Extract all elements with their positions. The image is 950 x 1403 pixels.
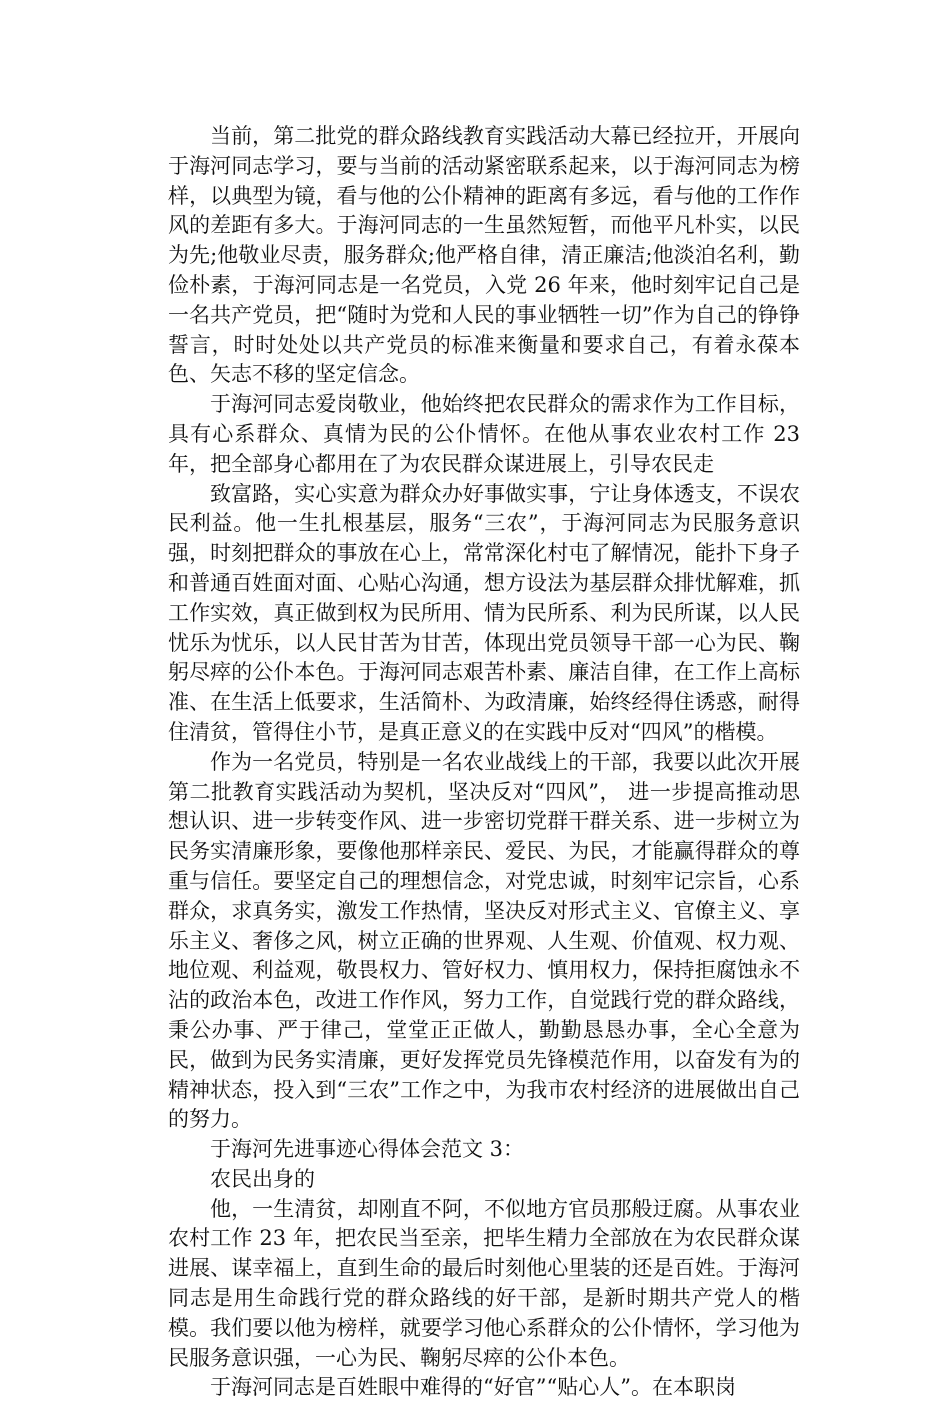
paragraph-2: 于海河同志爱岗敬业，他始终把农民群众的需求作为工作目标，具有心系群众、真情为民的公仆情怀。在他从事农业农村工作 23 年，把全部身心都用在了为农民群众谋进展上，引导农民走 (168, 392, 800, 476)
document-body (168, 122, 800, 1403)
paragraph-4: 作为一名党员，特别是一名农业战线上的干部，我要以此次开展第二批教育实践活动为契机，坚决反对“四风”， 进一步提高推动思想认识、进一步转变作风、进一步密切党群干群关系、进一步树立为民务实清廉形象，要像他那样亲民、爱民、为民，才能赢得群众的尊重与信任。要坚定自己的理想信念，对党忠诚，时刻牢记宗旨，心系群众，求真务实，激发工作热情，坚决反对形式主义、官僚主义、享乐主义、奢侈之风，树立正确的世界观、人生观、价值观、权力观、地位观、利益观，敬畏权力、管好权力、慎用权力，保持拒腐蚀永不沾的政治本色，改进工作作风，努力工作，自觉践行党的群众路线，秉公办事、严于律己，堂堂正正做人，勤勤恳恳办事，全心全意为民，做到为民务实清廉，更好发挥党员先锋模范作用，以奋发有为的精神状态，投入到“三农”工作之中，为我市农村经济的进展做出自己的努力。 (168, 749, 800, 1132)
paragraph-7: 于海河同志是百姓眼中难得的“好官”“贴心人”。在本职岗 (210, 1375, 736, 1400)
paragraph-3: 致富路，实心实意为群众办好事做实事，宁让身体透支，不误农民利益。他一生扎根基层，服务“三农”，于海河同志为民服务意识强，时刻把群众的事放在心上，常常深化村屯了解情况，能扑下身子和普通百姓面对面、心贴心沟通，想方设法为基层群众排忧解难，抓工作实效，真正做到权为民所用、情为民所系、利为民所谋，以人民忧乐为忧乐，以人民甘苦为甘苦，体现出党员领导干部一心为民、鞠躬尽瘁的公仆本色。于海河同志艰苦朴素、廉洁自律，在工作上高标准、在生活上低要求，生活简朴、为政清廉，始终经得住诱惑，耐得住清贫，管得住小节，是真正意义的在实践中反对“四风”的楷模。 (168, 481, 800, 744)
paragraph-5: 农民出身的 (210, 1166, 315, 1191)
paragraph-1: 当前，第二批党的群众路线教育实践活动大幕已经拉开，开展向于海河同志学习，要与当前的活动紧密联系起来，以于海河同志为榜样，以典型为镜，看与他的公仆精神的距离有多远，看与他的工作作风的差距有多大。于海河同志的一生虽然短暂，而他平凡朴实，以民为先;他敬业尽责，服务群众;他严格自律，清正廉洁;他淡泊名利，勤俭朴素，于海河同志是一名党员，入党 26 年来，他时刻牢记自己是一名共产党员，把“随时为党和人民的事业牺牲一切”作为自己的铮铮誓言，时时处处以共产党员的标准来衡量和要求自己，有着永葆本色、矢志不移的坚定信念。 (168, 124, 800, 387)
section-heading: 于海河先进事迹心得体会范文 3： (210, 1137, 525, 1162)
paragraph-6: 他，一生清贫，却刚直不阿，不似地方官员那般迂腐。从事农业农村工作 23 年，把农民当至亲，把毕生精力全部放在为农民群众谋进展、谋幸福上，直到生命的最后时刻他心里装的还是百姓。于海河同志是用生命践行党的群众路线的好干部，是新时期共产党人的楷模。我们要以他为榜样，就要学习他心系群众的公仆情怀，学习他为民服务意识强，一心为民、鞠躬尽瘁的公仆本色。 (168, 1196, 800, 1370)
